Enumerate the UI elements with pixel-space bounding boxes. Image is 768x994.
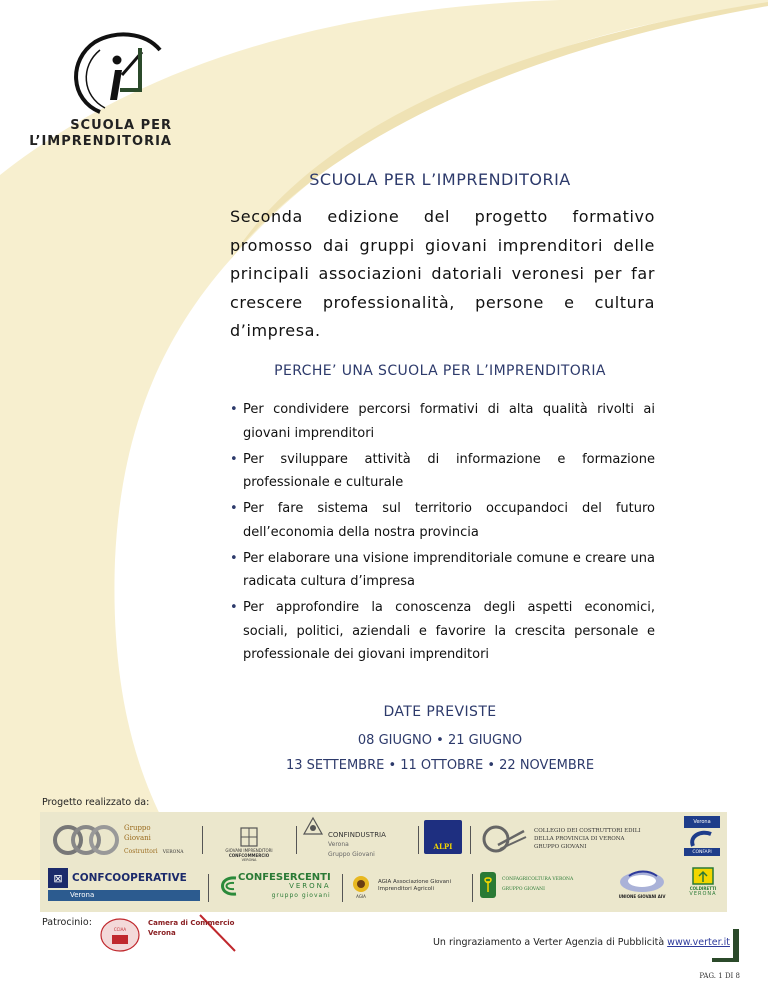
ggc-logo xyxy=(52,820,192,860)
agia-line-1: AGIA Associazione Giovani xyxy=(378,879,452,885)
confcooperative-icon: ⊠ xyxy=(48,868,68,888)
why-list xyxy=(230,398,655,669)
coldiretti-logo xyxy=(684,866,722,908)
coldiretti-line-1: COLDIRETTI xyxy=(689,886,717,891)
separator xyxy=(208,874,209,902)
confcommercio-line-1: GIOVANI IMPRENDITORI xyxy=(225,848,273,853)
ggc-line-2: Giovani xyxy=(124,833,151,842)
confapi-icon xyxy=(687,828,717,848)
confcooperative-logo xyxy=(48,866,200,902)
list-item: • Per sviluppare attività di informazione e formazione professionale e culturale xyxy=(230,448,655,495)
camera-line-1: Camera di Commercio xyxy=(148,919,235,927)
confindustria-icon xyxy=(302,816,324,836)
confesercenti-city: VERONA xyxy=(289,881,331,890)
collegio-logo xyxy=(480,822,680,856)
confagricoltura-icon xyxy=(480,872,496,898)
confapi-logo xyxy=(684,816,720,860)
patrocinio-label: Patrocinio: xyxy=(42,917,92,928)
confesercenti-icon xyxy=(216,874,238,898)
separator xyxy=(202,826,203,854)
svg-text:CCIAA: CCIAA xyxy=(113,927,127,932)
camera-commercio-logo xyxy=(100,913,240,953)
confindustria-line-3: Gruppo Giovani xyxy=(328,851,375,858)
ggc-line-1: Gruppo xyxy=(124,823,151,832)
alpi-logo xyxy=(424,820,462,854)
intro-paragraph: Seconda edizione del progetto formativo promosso dai gruppi giovani imprenditori delle principali associazioni datoriali veronesi per far crescere professionalità, persone e cultura d’impresa. xyxy=(230,207,655,340)
dates-line-2: 13 SETTEMBRE • 11 OTTOBRE • 22 NOVEMBRE xyxy=(285,758,595,773)
verter-link[interactable]: www.verter.it xyxy=(667,937,730,948)
confesercenti-group: gruppo giovani xyxy=(271,891,331,899)
confcommercio-line-2: CONFCOMMERCIO xyxy=(228,853,270,858)
confindustria-logo xyxy=(302,816,412,862)
camera-line-2: Verona xyxy=(148,929,176,937)
confcooperative-city: Verona xyxy=(48,890,200,901)
why-heading: PERCHE’ UNA SCUOLA PER L’IMPRENDITORIA xyxy=(274,363,606,379)
alpi-text: ALPI xyxy=(433,842,453,851)
page-number: PAG. 1 DI 8 xyxy=(699,972,740,980)
collegio-icon xyxy=(480,823,528,855)
school-logo-icon xyxy=(60,30,170,120)
list-item: • Per fare sistema sul territorio occupandoci del futuro dell’economia della nostra provincia xyxy=(230,497,655,544)
corner-mark-bottom xyxy=(712,958,739,962)
separator xyxy=(418,826,419,854)
confapi-top: Verona xyxy=(684,816,720,828)
collegio-line-3: GRUPPO GIOVANI xyxy=(534,844,587,850)
page-title: SCUOLA PER L’IMPRENDITORIA xyxy=(309,170,571,189)
sunflower-icon xyxy=(351,874,371,894)
uga-logo xyxy=(614,868,670,908)
ggc-line-4: VERONA xyxy=(162,849,184,855)
list-item: • Per approfondire la conoscenza degli aspetti economici, sociali, politici, aziendali e favorire la crescita personale e professionale dei giovani imprenditori xyxy=(230,596,655,667)
list-item: • Per condividere percorsi formativi di alta qualità rivolti ai giovani imprenditori xyxy=(230,398,655,445)
confcommercio-logo xyxy=(208,816,290,862)
logo-line-2: L’IMPRENDITORIA xyxy=(29,134,172,149)
collegio-line-2: DELLA PROVINCIA DI VERONA xyxy=(534,836,625,842)
thanks-line xyxy=(420,937,730,948)
confindustria-line-1: CONFINDUSTRIA xyxy=(328,831,386,839)
confapi-bottom: CONFAPI xyxy=(684,848,720,856)
confesercenti-name: CONFESERCENTI xyxy=(238,871,331,883)
agia-line-2: Imprenditori Agricoli xyxy=(378,886,435,892)
separator xyxy=(470,826,471,854)
thanks-text: Un ringraziamento a Verter Agenzia di Pubblicità xyxy=(432,937,668,948)
list-item: • Per elaborare una visione imprenditoriale comune e creare una radicata cultura d’impresa xyxy=(230,547,655,594)
dates-line-1: 08 GIUGNO • 21 GIUGNO xyxy=(357,733,523,748)
separator xyxy=(472,874,473,902)
separator xyxy=(296,826,297,854)
confindustria-line-2: Verona xyxy=(328,841,349,848)
coldiretti-line-2: VERONA xyxy=(689,891,717,897)
confagricoltura-logo xyxy=(480,870,610,900)
confagricoltura-line-1: CONFAGRICOLTURA VERONA xyxy=(502,877,574,882)
ggc-line-3: Costruttori xyxy=(124,847,158,855)
sponsors-label: Progetto realizzato da: xyxy=(42,797,150,808)
separator xyxy=(342,874,343,902)
agia-logo xyxy=(348,868,478,904)
collegio-line-1: COLLEGIO DEI COSTRUTTORI EDILI xyxy=(534,828,641,834)
sponsor-logos-panel xyxy=(40,812,727,912)
coldiretti-icon xyxy=(691,866,715,886)
logo-text xyxy=(22,118,172,150)
uga-icon xyxy=(617,868,667,894)
confcommercio-line-3: VERONA xyxy=(241,858,257,862)
confcooperative-name: CONFCOOPERATIVE xyxy=(72,872,187,884)
uga-text: UNIONE GIOVANI AIV xyxy=(618,894,666,899)
logo-line-1: SCUOLA PER xyxy=(70,118,172,133)
dates-heading: DATE PREVISTE xyxy=(383,704,497,720)
emblem-icon xyxy=(237,826,261,848)
agia-abbr: AGIA xyxy=(356,893,366,899)
confagricoltura-line-2: GRUPPO GIOVANI xyxy=(502,887,545,892)
confesercenti-logo xyxy=(216,866,336,906)
ggc-icon xyxy=(52,821,122,859)
